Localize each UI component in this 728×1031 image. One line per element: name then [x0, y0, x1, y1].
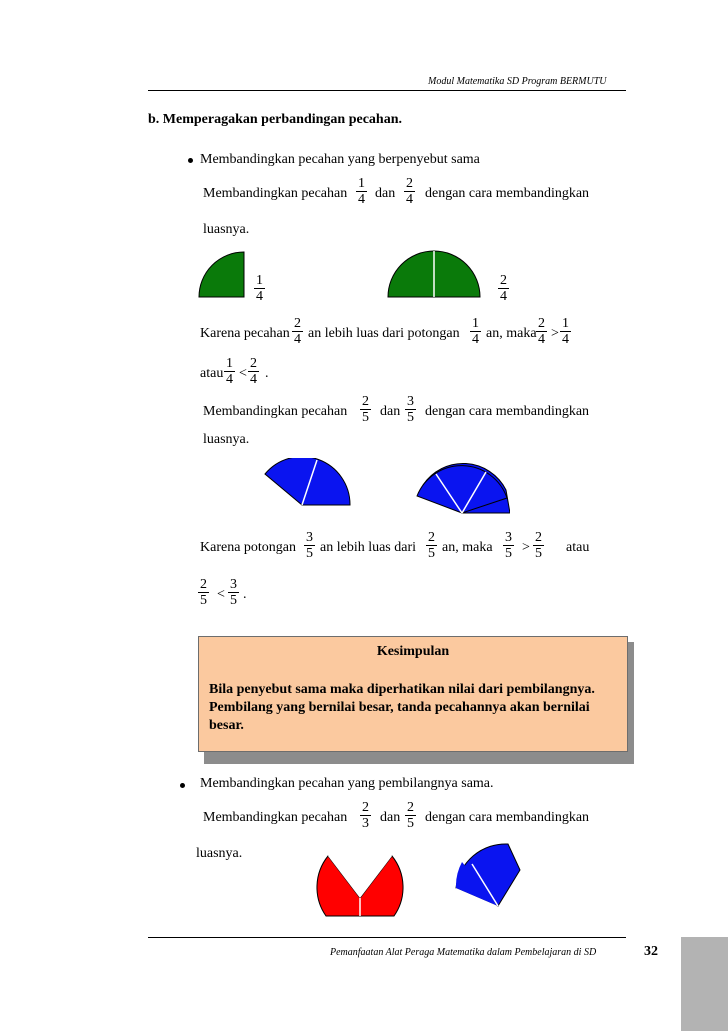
ex3-luas: luasnya. [196, 846, 243, 861]
bullet-dot [188, 158, 193, 163]
ex3-dan: dan [380, 810, 401, 825]
ex1-karena-a: Karena pecahan [200, 326, 290, 341]
ex2-lt: < [217, 587, 225, 602]
ex3-prefix: Membandingkan pecahan [203, 810, 348, 825]
ex2-k-fraction-4: $\frac{2}{5}$ [535, 530, 542, 561]
header-rule [148, 90, 626, 91]
ex2-period: . [243, 587, 247, 602]
ex1-k-fraction-2: $\frac{1}{4}$ [472, 316, 479, 347]
conclusion-line-3: besar. [209, 718, 244, 733]
ex3-suffix: dengan cara membandingkan [425, 810, 590, 825]
bullet-text: Membandingkan pecahan yang pembilangnya sama. [200, 776, 494, 791]
ex2-karena-a: Karena potongan [200, 540, 297, 555]
ex2-atau: atau [566, 540, 590, 555]
ex1-suffix: dengan cara membandingkan [425, 186, 590, 201]
ex2-k-fraction-3: $\frac{3}{5}$ [505, 530, 512, 561]
ex1-k-fraction-4: $\frac{1}{4}$ [562, 316, 569, 347]
three-fifths-sector-shape [414, 458, 510, 516]
ex1-label-left: $\frac{1}{4}$ [256, 273, 263, 304]
ex2-prefix: Membandingkan pecahan [203, 404, 348, 419]
two-fifths-sector-shape [262, 458, 352, 508]
page-number: 32 [644, 944, 658, 959]
page-edge-block [681, 937, 728, 1031]
footer-text: Pemanfaatan Alat Peraga Matematika dalam Pembelajaran di SD [330, 947, 597, 958]
quarter-circle-shape [196, 245, 248, 299]
ex1-a-fraction-2: $\frac{2}{4}$ [250, 356, 257, 387]
ex1-dan: dan [375, 186, 396, 201]
ex2-k-fraction-2: $\frac{2}{5}$ [428, 530, 435, 561]
conclusion-title: Kesimpulan [376, 644, 450, 659]
ex1-karena-b: an lebih luas dari potongan [308, 326, 460, 341]
ex2-fraction-1: $\frac{2}{5}$ [362, 394, 369, 425]
ex1-k-fraction-1: $\frac{2}{4}$ [294, 316, 301, 347]
ex2-karena-c: an, maka [442, 540, 493, 555]
ex1-luas: luasnya. [203, 222, 250, 237]
ex2-k-fraction-1: $\frac{3}{5}$ [306, 530, 313, 561]
ex3-fraction-2: $\frac{2}{5}$ [407, 800, 414, 831]
ex1-fraction-2: $\frac{2}{4}$ [406, 176, 413, 207]
ex2-karena-b: an lebih luas dari [320, 540, 417, 555]
conclusion-body [209, 681, 621, 735]
running-header: Modul Matematika SD Program BERMUTU [428, 76, 607, 87]
ex2-suffix: dengan cara membandingkan [425, 404, 590, 419]
ex1-label-right: $\frac{2}{4}$ [500, 273, 507, 304]
ex1-period: . [265, 366, 269, 381]
two-fifths-sector-shape [452, 840, 524, 910]
ex2-dan: dan [380, 404, 401, 419]
ex1-atau: atau [200, 366, 224, 381]
ex1-gt: > [551, 326, 559, 341]
conclusion-box [198, 636, 628, 752]
half-circle-shape [386, 244, 482, 300]
ex2-a-fraction-2: $\frac{3}{5}$ [230, 577, 237, 608]
ex1-a-fraction-1: $\frac{1}{4}$ [226, 356, 233, 387]
ex1-karena-c: an, maka [486, 326, 537, 341]
ex1-fraction-1: $\frac{1}{4}$ [358, 176, 365, 207]
two-thirds-sector-shape [308, 848, 412, 918]
ex3-fraction-1: $\frac{2}{3}$ [362, 800, 369, 831]
bullet-dot [180, 783, 185, 788]
ex2-a-fraction-1: $\frac{2}{5}$ [200, 577, 207, 608]
conclusion-line-2: Pembilang yang bernilai besar, tanda pecahannya akan bernilai [209, 700, 590, 715]
ex1-k-fraction-3: $\frac{2}{4}$ [538, 316, 545, 347]
section-title: b. Memperagakan perbandingan pecahan. [148, 112, 402, 127]
ex1-prefix: Membandingkan pecahan [203, 186, 348, 201]
ex2-fraction-2: $\frac{3}{5}$ [407, 394, 414, 425]
bullet-text: Membandingkan pecahan yang berpenyebut sama [200, 152, 480, 167]
ex2-luas: luasnya. [203, 432, 250, 447]
ex1-lt: < [239, 366, 247, 381]
footer-rule [148, 937, 626, 938]
ex2-gt: > [522, 540, 530, 555]
conclusion-line-1: Bila penyebut sama maka diperhatikan nilai dari pembilangnya. [209, 682, 595, 697]
